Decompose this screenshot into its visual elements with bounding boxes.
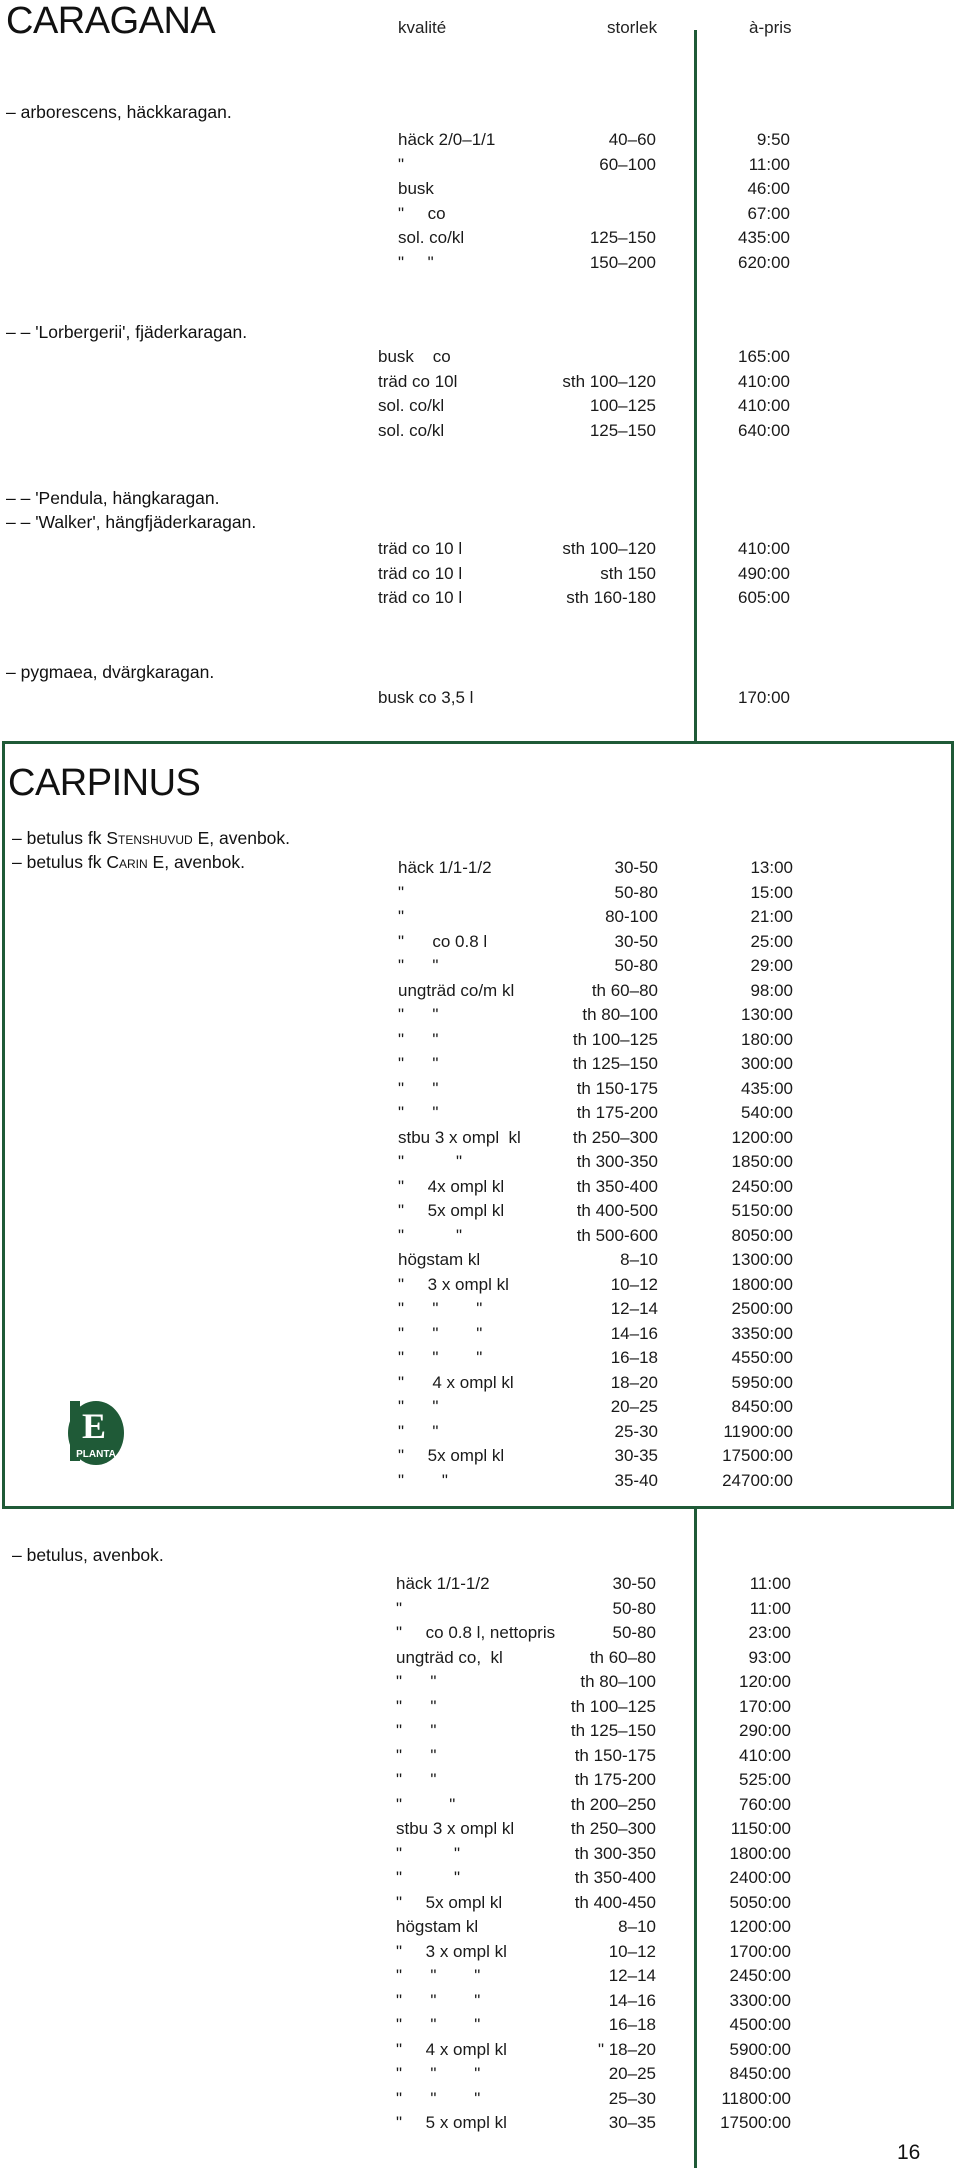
quality-cell: ungträd co, kl: [396, 1647, 503, 1667]
size-cell: th 300-350: [574, 1843, 656, 1863]
size-cell: 25-30: [614, 1421, 658, 1441]
price-cell: 11800:00: [721, 2088, 791, 2108]
section-title: CARPINUS: [8, 762, 201, 804]
size-cell: 50-80: [614, 882, 658, 902]
size-cell: 20–25: [608, 2064, 656, 2083]
size-cell: 18–20: [610, 1372, 658, 1392]
quality-cell: " co: [398, 203, 446, 223]
size-cell: sth 160-180: [566, 588, 656, 607]
price-cell: 21:00: [750, 907, 793, 926]
page-number: 16: [897, 2141, 921, 2164]
size-cell: th 125–150: [572, 1054, 658, 1073]
size-cell: 50-80: [612, 1598, 656, 1618]
price-cell: 15:00: [750, 882, 793, 902]
price-cell: 1200:00: [731, 1127, 793, 1147]
price-cell: 11:00: [749, 1574, 791, 1593]
price-cell: 3300:00: [729, 1990, 791, 2010]
logo-text: PLANTA: [76, 1449, 116, 1460]
size-cell: th 80–100: [582, 1005, 658, 1024]
size-cell: 125–150: [589, 420, 656, 440]
quality-cell: " 4x ompl kl: [398, 1176, 505, 1196]
size-cell: 50-80: [612, 1623, 656, 1642]
size-cell: 30-50: [614, 858, 658, 877]
price-cell: 4550:00: [731, 1348, 793, 1367]
price-cell: 1800:00: [731, 1274, 793, 1294]
quality-cell: ": [396, 1598, 403, 1618]
quality-cell: " " ": [396, 2015, 481, 2034]
price-cell: 8050:00: [731, 1225, 793, 1245]
price-cell: 25:00: [750, 931, 793, 951]
quality-cell: " " ": [396, 1990, 481, 2010]
quality-cell: busk: [398, 179, 434, 198]
price-cell: 3350:00: [731, 1323, 793, 1343]
price-cell: 170:00: [738, 688, 790, 707]
col-header-quality: kvalité: [398, 18, 447, 37]
price-cell: 13:00: [750, 858, 793, 877]
size-cell: th 500-600: [576, 1225, 658, 1245]
size-cell: 12–14: [608, 1966, 656, 1985]
quality-cell: " ": [398, 1225, 463, 1245]
price-cell: 490:00: [738, 563, 790, 583]
quality-cell: sol. co/kl: [378, 396, 445, 415]
quality-cell: " ": [398, 1054, 439, 1073]
size-cell: th 60–80: [589, 1647, 656, 1667]
price-cell: 2400:00: [729, 1868, 791, 1887]
price-cell: 8450:00: [731, 1397, 793, 1416]
price-cell: 5950:00: [731, 1372, 793, 1392]
size-cell: 80-100: [605, 907, 658, 926]
e-planta-logo: [62, 1395, 126, 1471]
quality-cell: " 5 x ompl kl: [396, 2113, 507, 2132]
quality-cell: " " ": [396, 2064, 481, 2083]
price-cell: 5050:00: [729, 1892, 791, 1912]
quality-cell: " ": [398, 1397, 439, 1416]
price-cell: 46:00: [747, 179, 790, 198]
quality-cell: träd co 10 l: [378, 588, 463, 607]
quality-cell: " ": [396, 1721, 437, 1740]
size-cell: 30-50: [614, 931, 658, 951]
plant-name: – betulus fk Stenshuvud E, avenbok.: [12, 828, 291, 848]
price-cell: 1150:00: [730, 1819, 791, 1838]
quality-cell: " 4 x ompl kl: [396, 2039, 507, 2059]
price-cell: 5150:00: [731, 1201, 793, 1220]
size-cell: 20–25: [610, 1397, 658, 1416]
size-cell: th 100–125: [570, 1696, 656, 1716]
size-cell: th 125–150: [570, 1721, 656, 1740]
size-cell: 100–125: [589, 396, 656, 415]
price-cell: 410:00: [738, 396, 790, 415]
plant-name: – pygmaea, dvärgkaragan.: [6, 662, 215, 682]
price-cell: 130:00: [741, 1005, 793, 1024]
price-cell: 29:00: [750, 956, 793, 975]
size-cell: th 350-400: [576, 1176, 658, 1196]
price-cell: 23:00: [748, 1623, 791, 1642]
size-cell: 30-35: [614, 1446, 658, 1465]
quality-cell: träd co 10 l: [378, 539, 463, 558]
size-cell: 35-40: [614, 1470, 658, 1490]
size-cell: th 400-450: [574, 1892, 656, 1912]
logo-letter: E: [81, 1406, 107, 1446]
col-header-price: à-pris: [749, 18, 792, 37]
price-cell: 17500:00: [722, 1446, 793, 1465]
quality-cell: ungträd co/m kl: [398, 980, 515, 1000]
quality-cell: " 3 x ompl kl: [396, 1941, 507, 1961]
size-cell: 16–18: [610, 1348, 658, 1367]
price-cell: 4500:00: [729, 2015, 791, 2034]
size-cell: th 100–125: [572, 1029, 658, 1049]
quality-cell: " 3 x ompl kl: [398, 1274, 509, 1294]
size-cell: 10–12: [608, 1941, 656, 1961]
quality-cell: stbu 3 x ompl kl: [396, 1819, 515, 1838]
quality-cell: " ": [396, 1745, 437, 1765]
size-cell: th 300-350: [576, 1152, 658, 1171]
quality-cell: " 5x ompl kl: [398, 1201, 505, 1220]
price-cell: 435:00: [741, 1078, 793, 1098]
quality-cell: " ": [398, 1103, 439, 1122]
quality-cell: häck 1/1-1/2: [396, 1574, 490, 1593]
size-cell: 10–12: [610, 1274, 658, 1294]
price-cell: 760:00: [739, 1794, 791, 1814]
size-cell: th 175-200: [576, 1103, 658, 1122]
size-cell: 8–10: [620, 1250, 658, 1269]
price-cell: 1850:00: [731, 1152, 793, 1171]
quality-cell: " ": [396, 1770, 437, 1789]
price-cell: 120:00: [739, 1672, 791, 1691]
price-cell: 410:00: [739, 1745, 791, 1765]
plant-name: – – 'Pendula, hängkaragan.: [6, 488, 220, 508]
size-cell: sth 100–120: [562, 371, 656, 391]
size-cell: th 175-200: [574, 1770, 656, 1789]
price-cell: 11:00: [749, 1598, 791, 1618]
price-cell: 2500:00: [731, 1299, 793, 1318]
size-cell: 8–10: [618, 1917, 656, 1936]
price-cell: 290:00: [739, 1721, 791, 1740]
size-cell: " 18–20: [597, 2039, 656, 2059]
price-cell: 410:00: [738, 371, 790, 391]
size-cell: th 200–250: [570, 1794, 656, 1814]
quality-cell: träd co 10l: [378, 371, 458, 391]
plant-name: – – 'Lorbergerii', fjäderkaragan.: [6, 322, 248, 342]
price-cell: 170:00: [739, 1696, 791, 1716]
quality-cell: " ": [398, 252, 434, 272]
quality-cell: " ": [398, 1078, 439, 1098]
quality-cell: häck 1/1-1/2: [398, 858, 492, 877]
quality-cell: " " ": [398, 1323, 483, 1343]
quality-cell: busk co 3,5 l: [378, 688, 474, 707]
price-cell: 410:00: [738, 539, 790, 558]
quality-cell: " ": [396, 1868, 461, 1887]
quality-cell: " ": [398, 956, 439, 975]
quality-cell: sol. co/kl: [378, 420, 445, 440]
quality-cell: busk co: [378, 347, 451, 366]
quality-cell: " ": [396, 1696, 437, 1716]
price-cell: 1800:00: [729, 1843, 791, 1863]
price-cell: 620:00: [738, 252, 790, 272]
plant-name: – betulus, avenbok.: [12, 1545, 164, 1565]
size-cell: th 250–300: [570, 1819, 656, 1838]
price-cell: 11:00: [748, 154, 790, 174]
quality-cell: " co 0.8 l: [398, 931, 488, 951]
quality-cell: " " ": [398, 1299, 483, 1318]
quality-cell: " 5x ompl kl: [398, 1446, 505, 1465]
quality-cell: " ": [398, 1470, 448, 1490]
quality-cell: " ": [396, 1672, 437, 1691]
quality-cell: stbu 3 x ompl kl: [398, 1127, 521, 1147]
quality-cell: " " ": [396, 2088, 481, 2108]
size-cell: 125–150: [589, 228, 656, 247]
quality-cell: " " ": [398, 1348, 483, 1367]
quality-cell: " 4 x ompl kl: [398, 1372, 514, 1392]
size-cell: th 150-175: [574, 1745, 656, 1765]
quality-cell: " co 0.8 l, nettopris: [396, 1623, 556, 1642]
size-cell: th 150-175: [576, 1078, 658, 1098]
size-cell: 150–200: [589, 252, 656, 272]
price-cell: 67:00: [747, 203, 790, 223]
col-header-size: storlek: [607, 18, 658, 37]
quality-cell: träd co 10 l: [378, 563, 463, 583]
quality-cell: " ": [398, 1421, 439, 1441]
price-cell: 1200:00: [729, 1917, 791, 1936]
size-cell: 12–14: [610, 1299, 658, 1318]
price-cell: 5900:00: [729, 2039, 791, 2059]
price-cell: 1700:00: [729, 1941, 791, 1961]
quality-cell: " " ": [396, 1966, 481, 1985]
price-cell: 9:50: [756, 130, 790, 149]
size-cell: th 80–100: [580, 1672, 656, 1691]
price-cell: 2450:00: [729, 1966, 791, 1985]
quality-cell: " ": [398, 1029, 439, 1049]
plant-name: – betulus fk Carin E, avenbok.: [12, 852, 245, 872]
page-title: CARAGANA: [6, 0, 216, 42]
size-cell: 40–60: [608, 130, 656, 149]
price-cell: 8450:00: [729, 2064, 791, 2083]
quality-cell: " ": [396, 1843, 461, 1863]
quality-cell: ": [398, 154, 405, 174]
price-cell: 180:00: [741, 1029, 793, 1049]
size-cell: 30-50: [612, 1574, 656, 1593]
price-cell: 165:00: [738, 347, 790, 366]
plant-name: – – 'Walker', hängfjäderkaragan.: [6, 512, 257, 532]
quality-cell: " ": [398, 1152, 463, 1171]
quality-cell: högstam kl: [398, 1250, 481, 1269]
price-cell: 24700:00: [722, 1470, 793, 1490]
size-cell: sth 100–120: [562, 539, 656, 558]
size-cell: 30–35: [608, 2113, 656, 2132]
price-cell: 17500:00: [720, 2113, 791, 2132]
size-cell: 14–16: [610, 1323, 658, 1343]
price-cell: 1300:00: [731, 1250, 793, 1269]
quality-cell: ": [398, 882, 405, 902]
price-cell: 640:00: [738, 420, 790, 440]
size-cell: sth 150: [600, 563, 656, 583]
size-cell: th 400-500: [576, 1201, 658, 1220]
size-cell: 25–30: [608, 2088, 656, 2108]
price-cell: 525:00: [739, 1770, 791, 1789]
quality-cell: häck 2/0–1/1: [398, 130, 496, 149]
quality-cell: " ": [396, 1794, 456, 1814]
quality-cell: högstam kl: [396, 1917, 479, 1936]
price-cell: 435:00: [738, 228, 790, 247]
size-cell: 16–18: [608, 2015, 656, 2034]
quality-cell: " ": [398, 1005, 439, 1024]
size-cell: th 250–300: [572, 1127, 658, 1147]
plant-name: – arborescens, häckkaragan.: [6, 102, 232, 122]
price-cell: 540:00: [741, 1103, 793, 1122]
price-cell: 11900:00: [723, 1421, 793, 1441]
size-cell: th 350-400: [574, 1868, 656, 1887]
price-cell: 2450:00: [731, 1176, 793, 1196]
quality-cell: " 5x ompl kl: [396, 1892, 503, 1912]
quality-cell: ": [398, 907, 405, 926]
size-cell: th 60–80: [591, 980, 658, 1000]
price-cell: 98:00: [750, 980, 793, 1000]
size-cell: 14–16: [608, 1990, 656, 2010]
size-cell: 50-80: [614, 956, 658, 975]
price-cell: 300:00: [741, 1054, 793, 1073]
size-cell: 60–100: [599, 154, 656, 174]
quality-cell: sol. co/kl: [398, 228, 465, 247]
price-cell: 605:00: [738, 588, 790, 607]
price-cell: 93:00: [748, 1647, 791, 1667]
